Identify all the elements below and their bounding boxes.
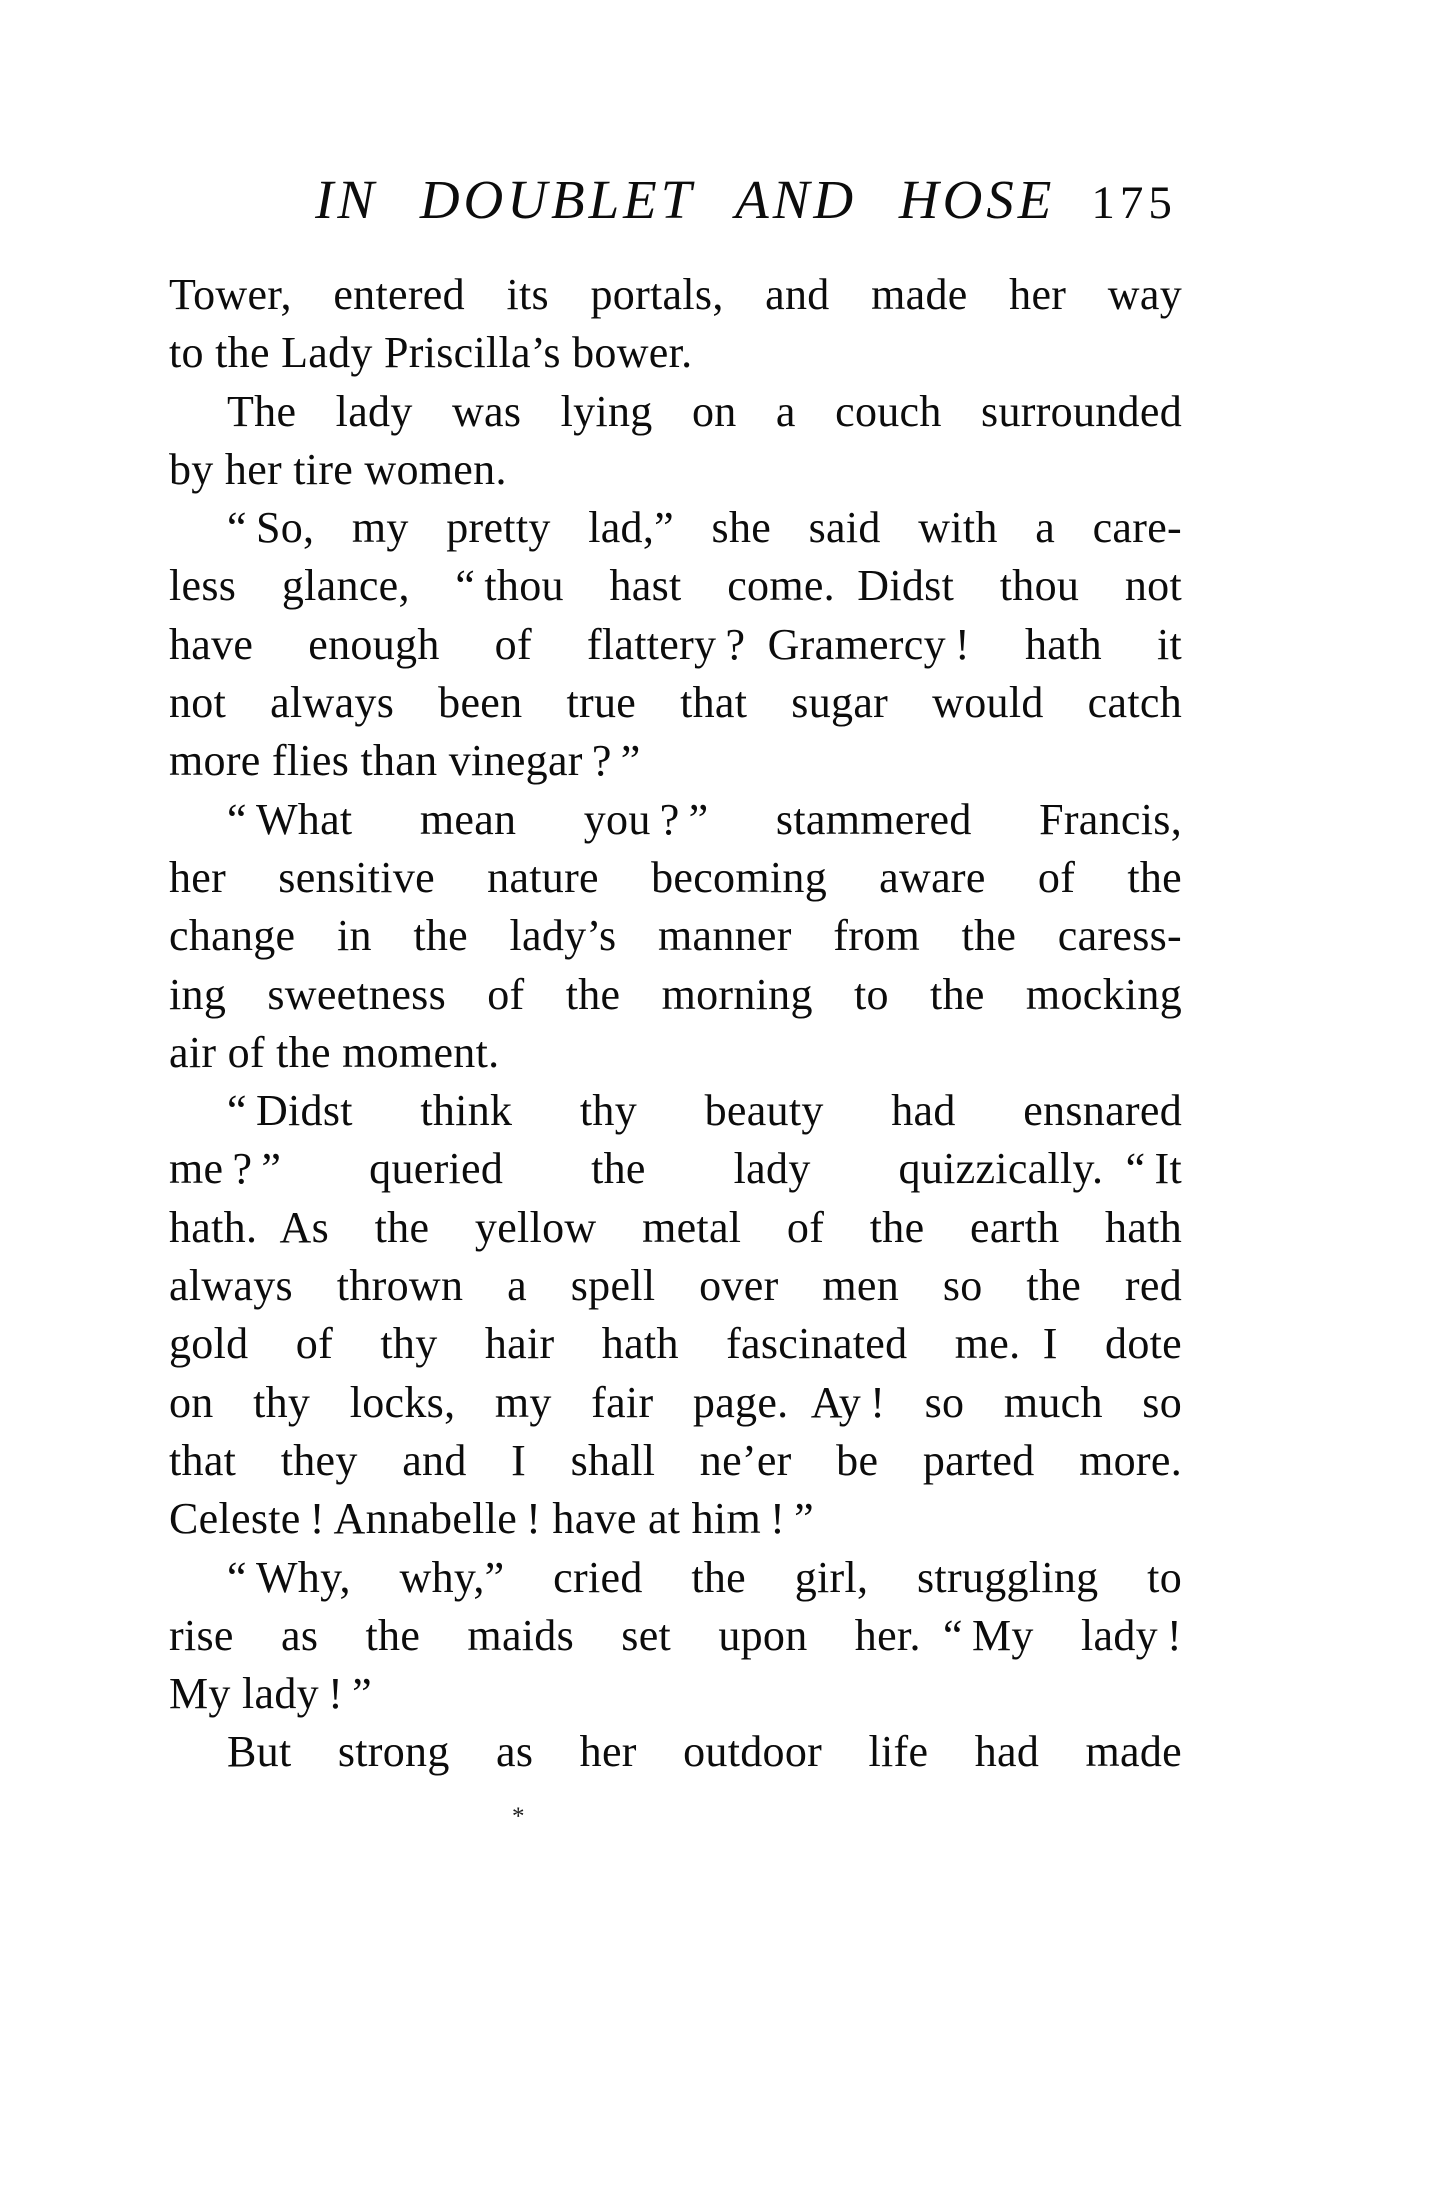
paragraph bbox=[169, 266, 1182, 383]
text-line: to the Lady Priscilla’s bower. bbox=[169, 328, 693, 378]
text-line: rise as the maids set upon her. “ My lady ! bbox=[169, 1610, 1182, 1660]
text-line: ing sweetness of the morning to the mocking bbox=[169, 969, 1182, 1019]
text-line: hath. As the yellow metal of the earth hath bbox=[169, 1202, 1182, 1252]
text-line: always thrown a spell over men so the red bbox=[169, 1261, 1182, 1311]
text-line: me ? ” queried the lady quizzically. “ It bbox=[169, 1144, 1182, 1194]
text-line: Celeste ! Annabelle ! have at him ! ” bbox=[169, 1494, 814, 1544]
text-line: Tower, entered its portals, and made her way bbox=[169, 270, 1182, 319]
page-number: 175 bbox=[1091, 177, 1177, 229]
text-line: have enough of flattery ? Gramercy ! hath it bbox=[169, 619, 1182, 669]
paragraph bbox=[169, 499, 1182, 790]
text-line: gold of thy hair hath fascinated me. I dote bbox=[169, 1319, 1182, 1369]
text-line: change in the lady’s manner from the caress- bbox=[169, 911, 1182, 961]
text-line: “ So, my pretty lad,” she said with a care- bbox=[227, 503, 1182, 553]
text-line: My lady ! ” bbox=[169, 1669, 372, 1719]
paragraph bbox=[169, 791, 1182, 1082]
text-line: “ Didst think thy beauty had ensnared bbox=[227, 1086, 1182, 1136]
text-line: “ Why, why,” cried the girl, struggling to bbox=[227, 1552, 1182, 1602]
text-line: on thy locks, my fair page. Ay ! so much so bbox=[169, 1377, 1182, 1427]
printer-mark: * bbox=[512, 1803, 525, 1830]
text-line: that they and I shall ne’er be parted more. bbox=[169, 1435, 1182, 1485]
text-line: air of the moment. bbox=[169, 1027, 500, 1077]
text-line: But strong as her outdoor life had made bbox=[227, 1727, 1182, 1777]
text-line: The lady was lying on a couch surrounded bbox=[227, 386, 1182, 436]
paragraph bbox=[169, 1723, 1182, 1781]
running-head bbox=[58, 168, 1434, 231]
text-line: more flies than vinegar ? ” bbox=[169, 736, 641, 786]
paragraph bbox=[169, 383, 1182, 500]
paragraph bbox=[169, 1549, 1182, 1724]
text-line: by her tire women. bbox=[169, 444, 507, 494]
text-line: her sensitive nature becoming aware of the bbox=[169, 852, 1182, 902]
text-line: less glance, “ thou hast come. Didst thou not bbox=[169, 561, 1182, 611]
text-line: not always been true that sugar would catch bbox=[169, 678, 1182, 728]
paragraph bbox=[169, 1082, 1182, 1548]
body-text bbox=[169, 266, 1182, 1782]
text-line: “ What mean you ? ” stammered Francis, bbox=[227, 794, 1182, 844]
running-head-title: IN DOUBLET AND HOSE bbox=[315, 169, 1056, 230]
